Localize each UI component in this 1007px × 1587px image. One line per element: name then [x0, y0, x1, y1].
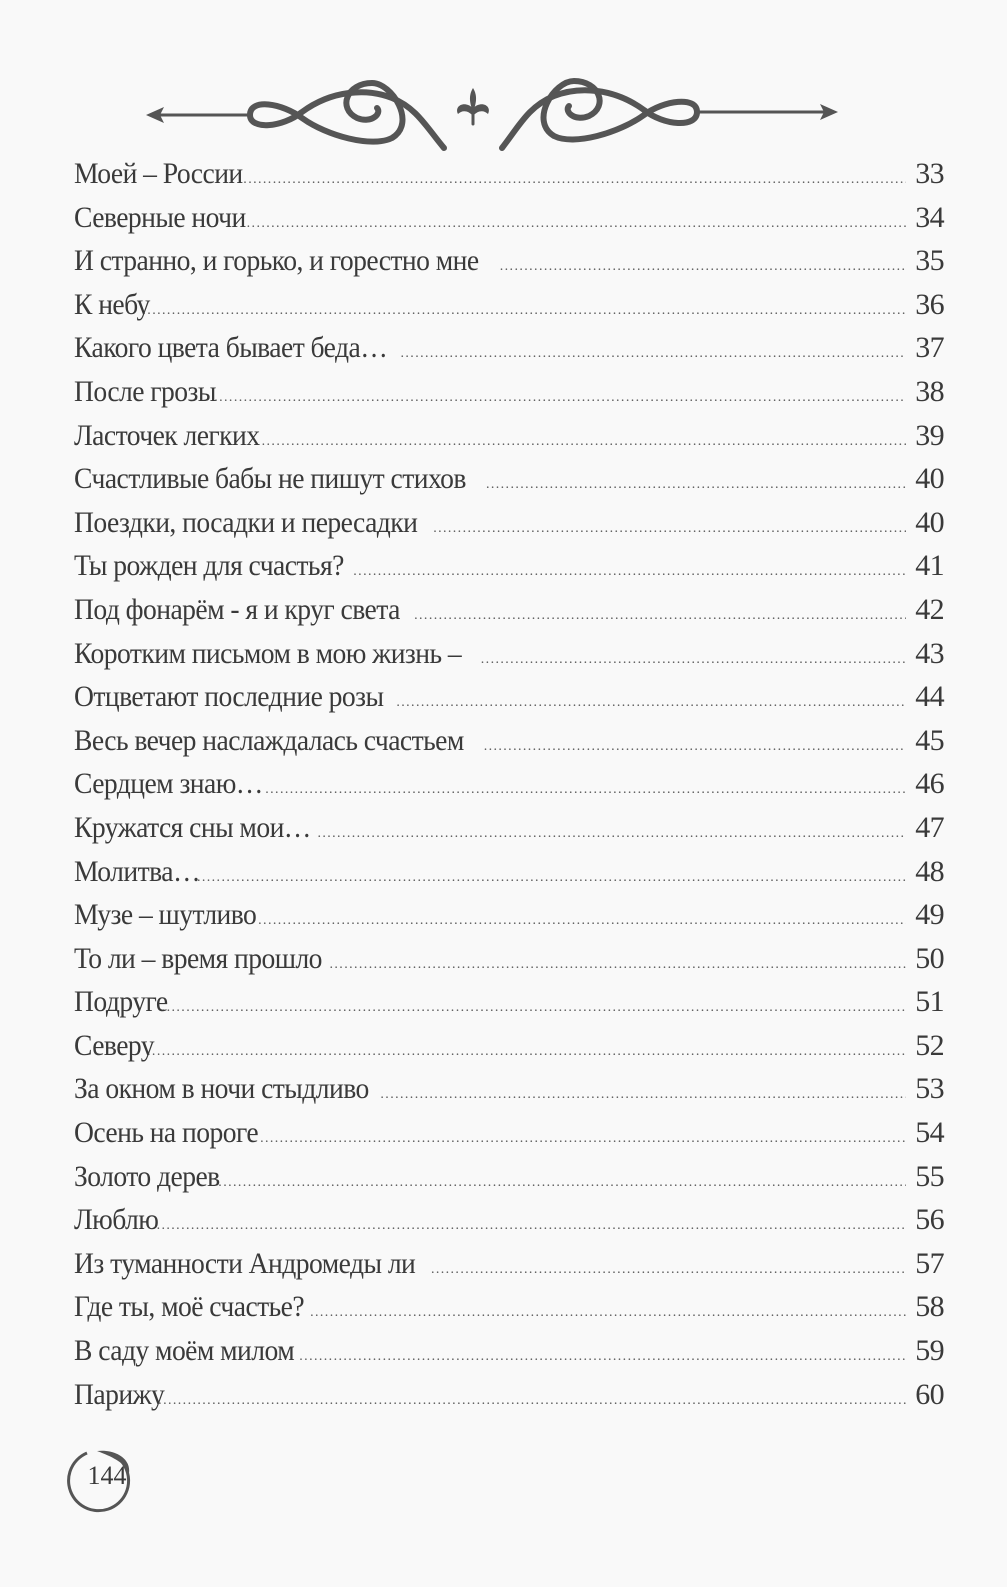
toc-entry-page: 39 [915, 418, 944, 452]
toc-entry-title: Кружатся сны мои… [74, 810, 311, 844]
toc-entry-page: 55 [915, 1159, 944, 1193]
toc-entry-title: Парижу [74, 1377, 165, 1411]
toc-entry-page: 58 [915, 1290, 944, 1324]
toc-entry [74, 806, 944, 850]
dot-leader [299, 1335, 906, 1379]
toc-entry [74, 937, 944, 981]
dot-leader [243, 158, 906, 202]
toc-entry-title: К небу [74, 287, 150, 321]
dot-leader [486, 463, 906, 507]
toc-entry-page: 41 [915, 549, 944, 583]
toc-entry-title: Коротким письмом в мою жизнь – [74, 636, 462, 670]
dot-leader [197, 856, 906, 900]
toc-entry [74, 893, 944, 937]
toc-entry-title: Музе – шутливо [74, 898, 257, 932]
toc-entry-page: 47 [915, 810, 944, 844]
toc-entry-title: Отцветают последние розы [74, 680, 384, 714]
dot-leader [484, 725, 906, 769]
toc-entry [74, 980, 944, 1024]
toc-entry-title: В саду моём милом [74, 1334, 295, 1368]
toc-entry-title: Молитва… [74, 854, 200, 888]
toc-entry-title: Люблю [74, 1203, 159, 1237]
toc-entry-title: Осень на пороге [74, 1116, 259, 1150]
dot-leader [431, 1248, 906, 1292]
toc-entry [74, 1155, 944, 1199]
dot-leader [481, 638, 906, 682]
dot-leader [433, 507, 906, 551]
toc-entry-page: 51 [915, 985, 944, 1019]
toc-entry [74, 501, 944, 545]
toc-entry [74, 196, 944, 240]
toc-entry [74, 850, 944, 894]
toc-entry-title: Ласточек легких [74, 418, 260, 452]
toc-entry [74, 1067, 944, 1111]
dot-leader [330, 943, 907, 987]
toc-entry [74, 283, 944, 327]
toc-entry-page: 50 [915, 941, 944, 975]
toc-entry [74, 675, 944, 719]
toc-entry-title: Поездки, посадки и пересадки [74, 505, 418, 539]
toc-entry-page: 42 [915, 592, 944, 626]
toc-entry-title: Ты рожден для счастья? [74, 549, 344, 583]
toc-entry [74, 414, 944, 458]
toc-entry [74, 719, 944, 763]
toc-entry-page: 45 [915, 723, 944, 757]
toc-entry-title: После грозы [74, 374, 216, 408]
toc-entry-page: 57 [915, 1246, 944, 1280]
toc-entry-page: 44 [915, 680, 944, 714]
toc-entry [74, 1329, 944, 1373]
toc-entry-page: 35 [915, 244, 944, 278]
toc-entry-page: 34 [915, 200, 944, 234]
toc-entry-title: Северу [74, 1028, 155, 1062]
toc-entry-page: 54 [915, 1116, 944, 1150]
toc-entry-title: Где ты, моё счастье? [74, 1290, 305, 1324]
toc-entry-title: Моей – России [74, 157, 243, 190]
toc-entry-page: 37 [915, 331, 944, 365]
dot-leader [214, 376, 906, 420]
toc-entry-title: За окном в ночи стыдливо [74, 1072, 369, 1106]
toc-entry-title: Из туманности Андромеды ли [74, 1246, 416, 1280]
toc-entry-page: 38 [915, 374, 944, 408]
toc-entry [74, 370, 944, 414]
toc-entry-page: 49 [915, 898, 944, 932]
toc-entry [74, 544, 944, 588]
dot-leader [265, 768, 906, 812]
dot-leader [414, 594, 906, 638]
toc-entry-page: 43 [915, 636, 944, 670]
dot-leader [396, 681, 906, 725]
dot-leader [310, 1291, 906, 1335]
toc-entry-title: Сердцем знаю… [74, 767, 263, 801]
page-number: 144 [87, 1461, 127, 1490]
toc-entry [74, 326, 944, 370]
toc-entry-page: 48 [915, 854, 944, 888]
toc-entry [74, 1111, 944, 1155]
toc-entry-page: 40 [915, 462, 944, 496]
toc-entry [74, 1285, 944, 1329]
toc-entry-title: Северные ночи [74, 200, 246, 234]
dot-leader [353, 550, 906, 594]
dot-leader [260, 1117, 906, 1161]
dot-leader [500, 245, 906, 289]
toc-entry-title: Счастливые бабы не пишут стихов [74, 462, 466, 496]
toc-entry-title: Подруге [74, 985, 168, 1019]
toc-entry-page: 56 [915, 1203, 944, 1237]
toc-entry [74, 1373, 944, 1417]
toc-entry-page: 52 [915, 1028, 944, 1062]
toc-entry [74, 152, 944, 196]
toc-entry-page: 36 [915, 287, 944, 321]
toc-entry-page: 53 [915, 1072, 944, 1106]
toc-entry-title: Золото дерев [74, 1159, 220, 1193]
dot-leader [401, 332, 907, 376]
toc-entry-page: 33 [915, 157, 944, 190]
toc-entry [74, 457, 944, 501]
toc-entry [74, 1242, 944, 1286]
toc-entry [74, 632, 944, 676]
table-of-contents [74, 152, 944, 1416]
page-number-badge [65, 1447, 141, 1513]
toc-entry-page: 60 [915, 1377, 944, 1411]
toc-entry-title: То ли – время прошло [74, 941, 322, 975]
toc-entry [74, 1024, 944, 1068]
toc-entry [74, 762, 944, 806]
toc-entry-title: Какого цвета бывает беда… [74, 331, 388, 365]
dot-leader [380, 1073, 906, 1117]
toc-entry-page: 59 [915, 1334, 944, 1368]
toc-entry-title: Весь вечер наслаждалась счастьем [74, 723, 464, 757]
toc-entry-title: Под фонарём - я и круг света [74, 592, 400, 626]
toc-entry-title: И странно, и горько, и горестно мне [74, 244, 479, 278]
flourish-divider-icon [142, 68, 842, 158]
toc-entry-page: 40 [915, 505, 944, 539]
dot-leader [258, 899, 906, 943]
toc-entry [74, 588, 944, 632]
dot-leader [158, 1379, 906, 1423]
toc-entry-page: 46 [915, 767, 944, 801]
dot-leader [162, 986, 906, 1030]
toc-entry [74, 1198, 944, 1242]
toc-entry [74, 239, 944, 283]
dot-leader [317, 812, 906, 856]
dot-leader [218, 1161, 906, 1205]
